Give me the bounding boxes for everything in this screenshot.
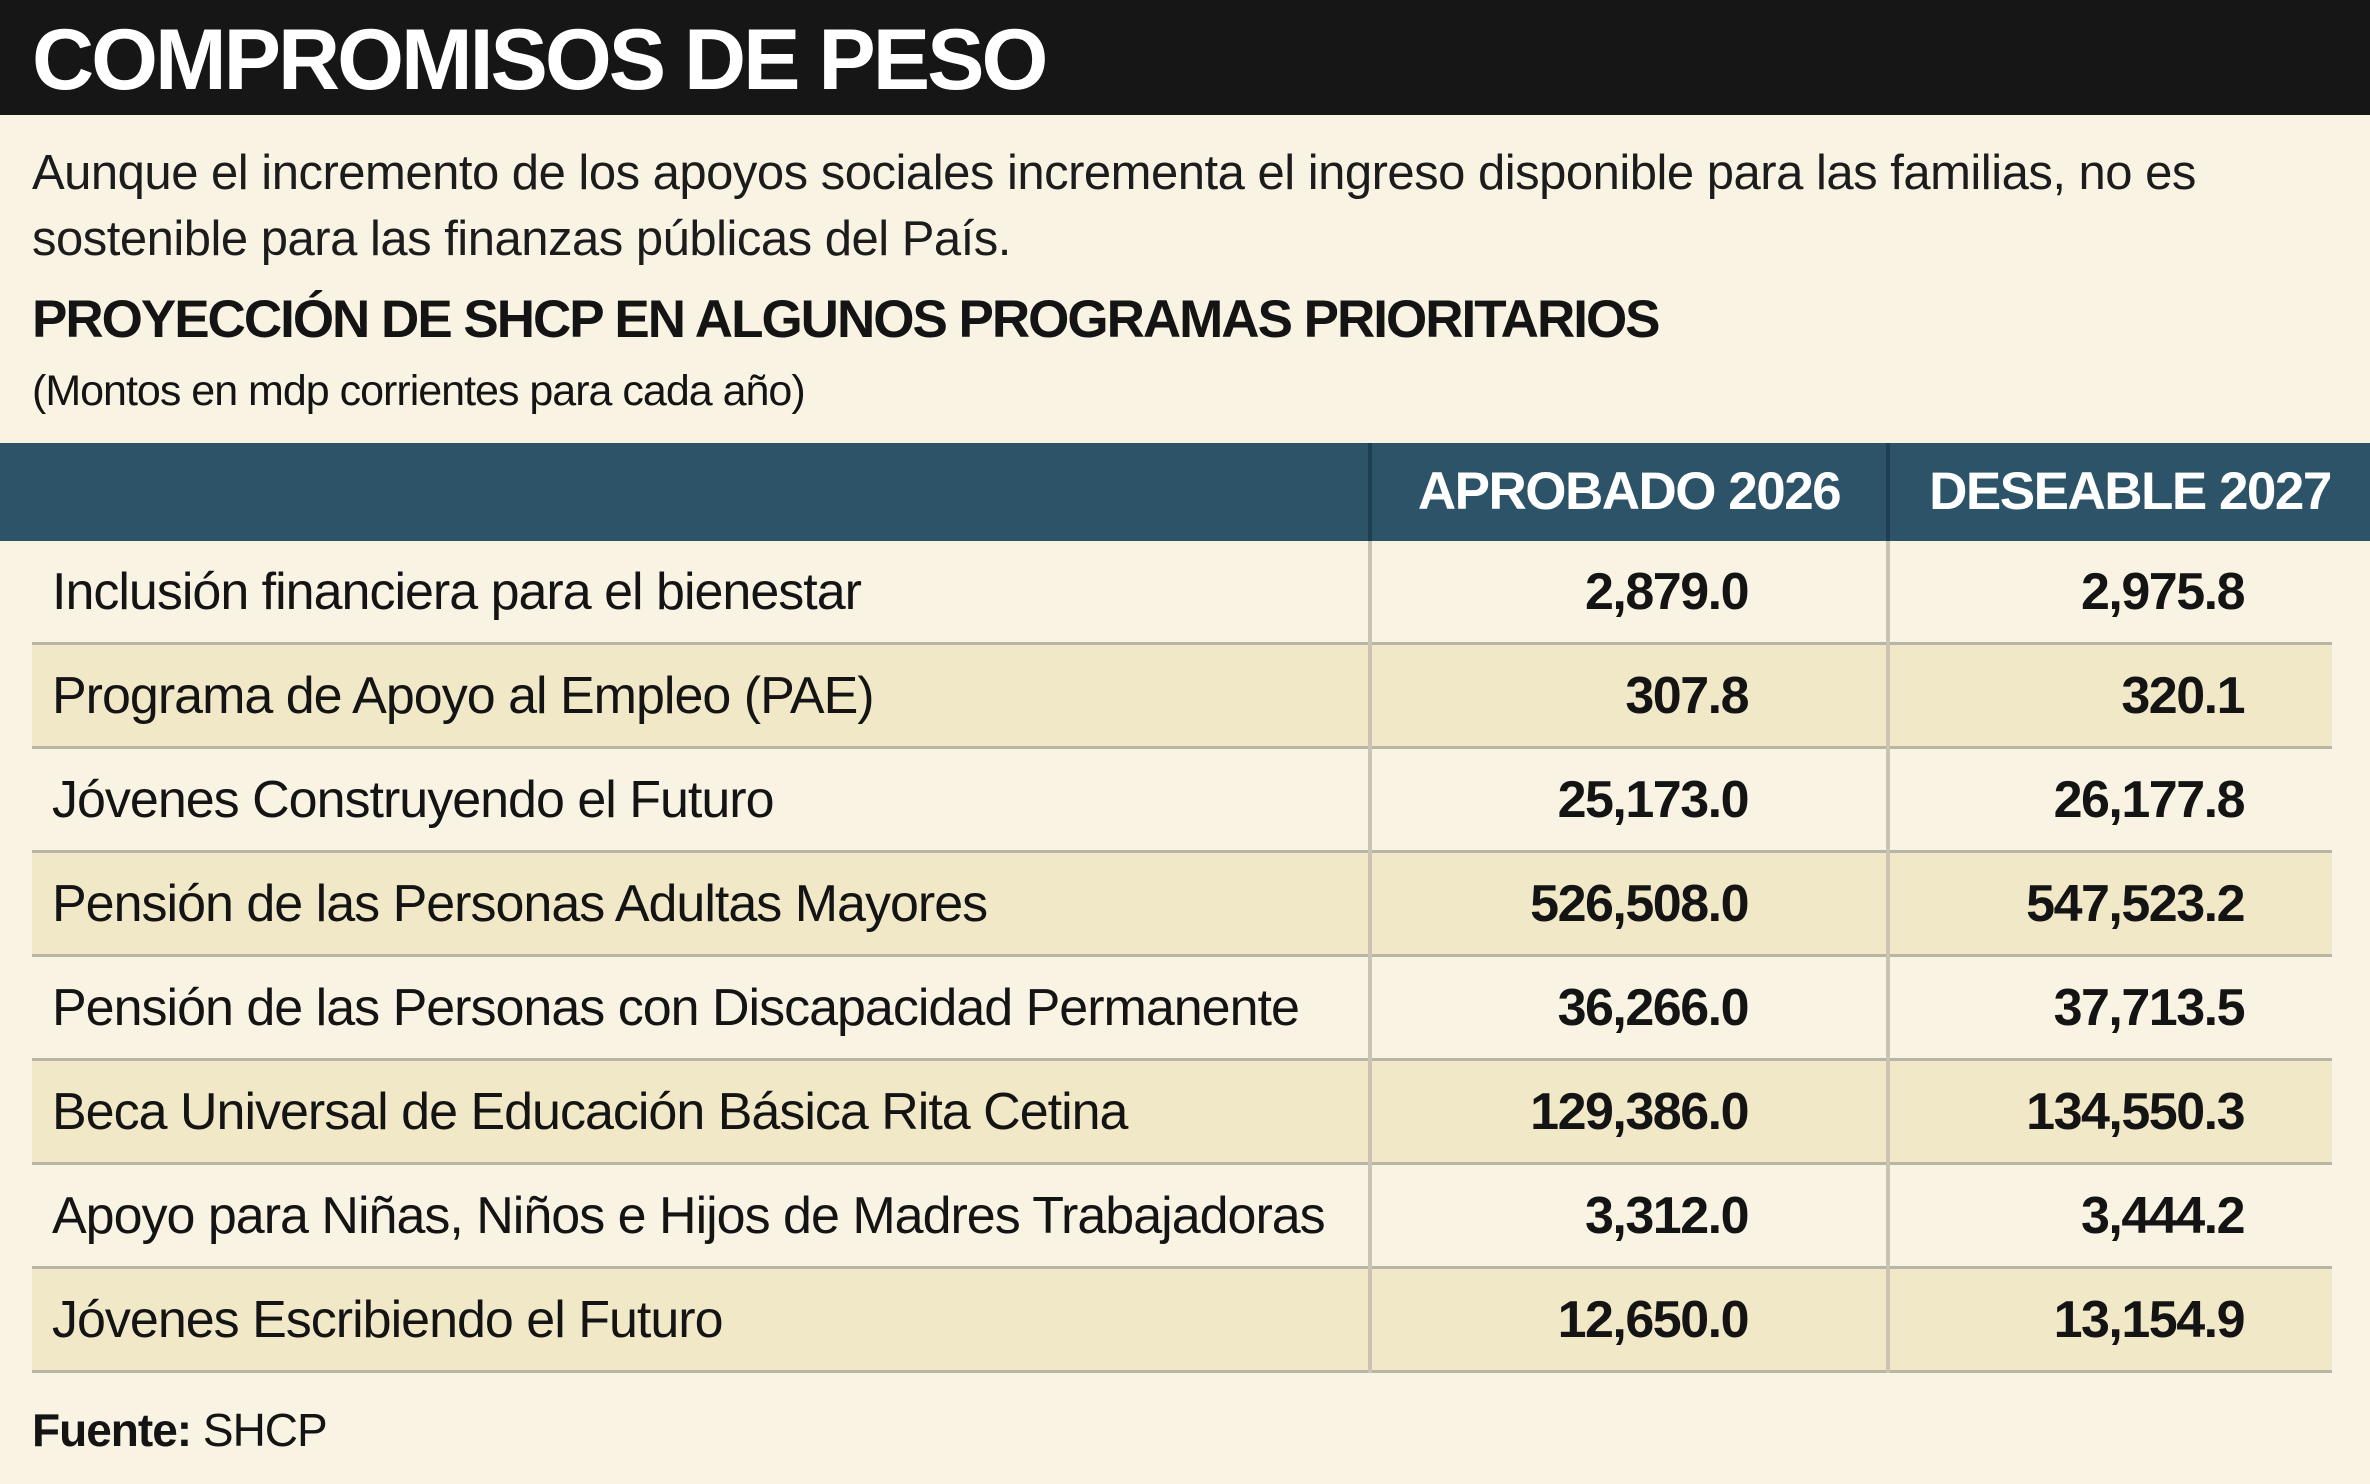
value-2026: 36,266.0 [1557,979,1748,1037]
column-divider [1886,541,1890,1373]
row-label: Jóvenes Escribiendo el Futuro [52,1291,723,1349]
table-row [32,645,2332,749]
value-2027: 13,154.9 [2053,1291,2244,1349]
source-value: SHCP [191,1404,327,1456]
column-header-2027: DESEABLE 2027 [1929,462,2331,521]
value-2026: 12,650.0 [1557,1291,1748,1349]
row-label: Jóvenes Construyendo el Futuro [52,771,774,829]
table-row [32,749,2332,853]
value-2026: 3,312.0 [1585,1187,1748,1245]
value-2027: 2,975.8 [2081,563,2244,621]
table-body [0,541,2370,1373]
row-label: Apoyo para Niñas, Niños e Hijos de Madres Trabajadoras [52,1187,1325,1245]
row-label: Pensión de las Personas con Discapacidad Permanente [52,979,1299,1037]
column-header-2026: APROBADO 2026 [1417,462,1841,521]
column-divider [1368,541,1372,1373]
value-2026: 129,386.0 [1530,1083,1748,1141]
table-row [32,1061,2332,1165]
value-2027: 547,523.2 [2026,875,2244,933]
table-row [32,853,2332,957]
value-2027: 26,177.8 [2053,771,2244,829]
value-2027: 320.1 [2121,667,2244,725]
table-row [32,1269,2332,1373]
value-2026: 526,508.0 [1530,875,1748,933]
value-2026: 307.8 [1625,667,1748,725]
subtitle: Aunque el incremento de los apoyos sociales incrementa el ingreso disponible para las familias, no es sostenible para las finanzas públicas del País. [32,146,2196,266]
value-2026: 2,879.0 [1585,563,1748,621]
value-2027: 3,444.2 [2081,1187,2244,1245]
row-label: Programa de Apoyo al Empleo (PAE) [52,667,874,725]
data-table [0,443,2370,1373]
row-label: Pensión de las Personas Adultas Mayores [52,875,988,933]
source-label: Fuente: [32,1404,192,1456]
value-2027: 134,550.3 [2026,1083,2244,1141]
units-note: (Montos en mdp corrientes para cada año) [32,367,805,415]
table-row [32,1165,2332,1269]
table-row [32,957,2332,1061]
title-bar [0,0,2370,115]
value-2027: 37,713.5 [2053,979,2244,1037]
table-row [32,541,2332,645]
value-2026: 25,173.0 [1557,771,1748,829]
row-label: Beca Universal de Educación Básica Rita Cetina [52,1083,1128,1141]
source-note [32,1400,327,1460]
table-header [0,443,2370,541]
row-label: Inclusión financiera para el bienestar [52,563,861,621]
page-title: COMPROMISOS DE PESO [32,12,1046,108]
table-title: PROYECCIÓN DE SHCP EN ALGUNOS PROGRAMAS PRIORITARIOS [32,290,1659,349]
